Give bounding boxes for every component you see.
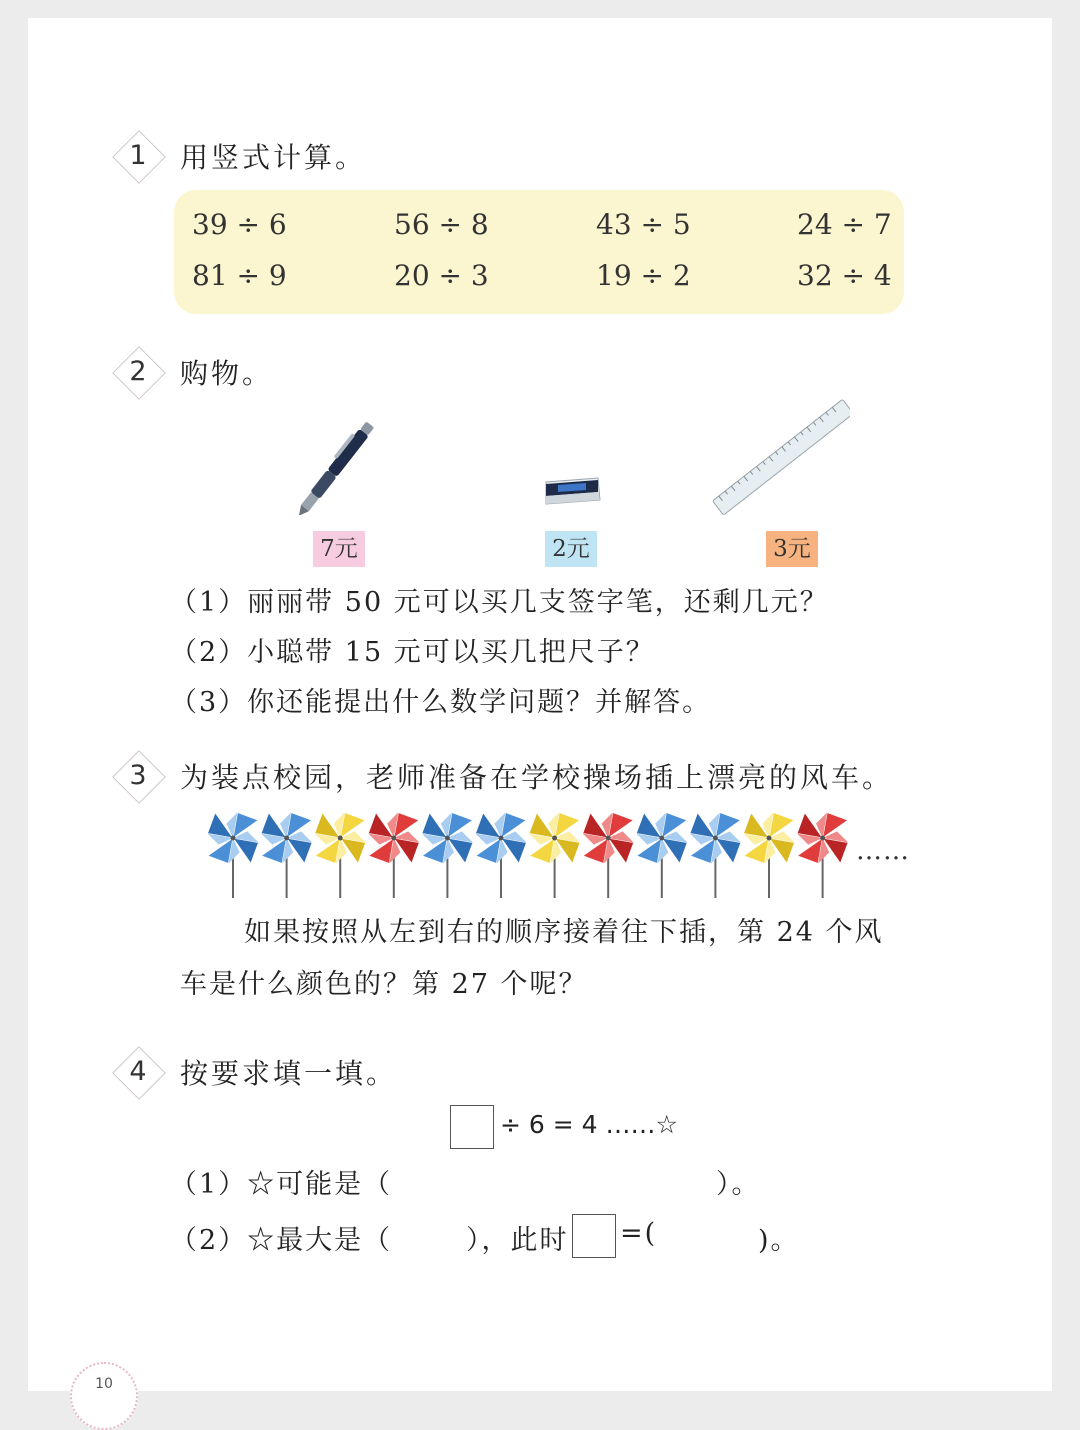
page-number: 10: [95, 1376, 113, 1392]
ruler-icon: [708, 396, 850, 518]
calc-item: 20 ÷ 3: [394, 259, 489, 292]
answer-blank-2[interactable]: [392, 1216, 462, 1252]
division-equation: ÷ 6 = 4 ……☆: [500, 1110, 678, 1139]
question-3-text-line-1: 如果按照从左到右的顺序接着往下插，第 24 个风: [244, 917, 884, 948]
ruler-price-tag: 3元: [766, 531, 818, 567]
pinwheel-yellow-icon: [742, 811, 796, 898]
pinwheel-red-icon: [795, 811, 849, 898]
question-2-sub-3: （3）你还能提出什么数学问题？并解答。: [170, 687, 712, 718]
question-1-number: 1: [129, 140, 147, 171]
calc-item: 43 ÷ 5: [596, 208, 691, 241]
question-4-sub-2-equals: =(: [620, 1218, 658, 1249]
calc-item: 24 ÷ 7: [797, 208, 892, 241]
pen-icon: [295, 420, 385, 515]
dividend-blank-box[interactable]: [450, 1105, 494, 1149]
question-4-sub-2-middle: ），此时: [466, 1225, 569, 1256]
question-4-sub-1-end: ）。: [716, 1169, 761, 1200]
calc-item: 19 ÷ 2: [596, 259, 691, 292]
pinwheel-blue-icon: [474, 811, 528, 898]
eraser-icon: [540, 472, 604, 512]
question-3-badge: [112, 750, 164, 802]
pinwheel-blue-icon: [420, 811, 474, 898]
answer-blank-3[interactable]: [660, 1216, 752, 1252]
dividend-blank-box-2[interactable]: [572, 1214, 616, 1258]
pinwheel-red-icon: [367, 811, 421, 898]
pinwheel-yellow-icon: [527, 811, 581, 898]
pinwheel-blue-icon: [259, 811, 313, 898]
pinwheel-blue-icon: [206, 811, 260, 898]
pinwheel-yellow-icon: [313, 811, 367, 898]
question-3-title: 为装点校园，老师准备在学校操场插上漂亮的风车。: [180, 761, 894, 794]
pinwheel-red-icon: [581, 811, 635, 898]
eraser-price-tag: 2元: [545, 531, 597, 567]
answer-blank-1[interactable]: [392, 1160, 712, 1196]
question-2-number: 2: [129, 356, 147, 387]
question-2-sub-2: （2）小聪带 15 元可以买几把尺子？: [170, 637, 655, 668]
page-number-badge: [70, 1362, 138, 1430]
question-4-sub-2-start: （2）☆最大是（: [170, 1225, 393, 1256]
pen-price-tag: 7元: [313, 531, 365, 567]
question-4-title: 按要求填一填。: [180, 1057, 398, 1090]
calc-item: 81 ÷ 9: [192, 259, 287, 292]
pinwheel-row: [200, 808, 860, 900]
question-2-badge: [112, 346, 164, 398]
calc-item: 56 ÷ 8: [394, 208, 489, 241]
pinwheel-blue-icon: [635, 811, 689, 898]
question-2-sub-1: （1）丽丽带 50 元可以买几支签字笔，还剩几元？: [170, 587, 829, 618]
question-4-number: 4: [129, 1056, 147, 1087]
question-3-number: 3: [129, 760, 147, 791]
calculation-box: [174, 190, 904, 314]
continuation-dots: ……: [856, 836, 910, 866]
question-4-badge: [112, 1046, 164, 1098]
question-3-text-line-2: 车是什么颜色的？第 27 个呢？: [180, 969, 588, 1000]
calc-item: 32 ÷ 4: [797, 259, 892, 292]
question-1-title: 用竖式计算。: [180, 141, 367, 174]
question-4-sub-1-start: （1）☆可能是（: [170, 1169, 393, 1200]
question-1-badge: [112, 130, 164, 182]
question-2-title: 购物。: [180, 357, 274, 390]
calc-item: 39 ÷ 6: [192, 208, 287, 241]
question-4-sub-2-end: )。: [758, 1225, 800, 1256]
pinwheel-blue-icon: [688, 811, 742, 898]
